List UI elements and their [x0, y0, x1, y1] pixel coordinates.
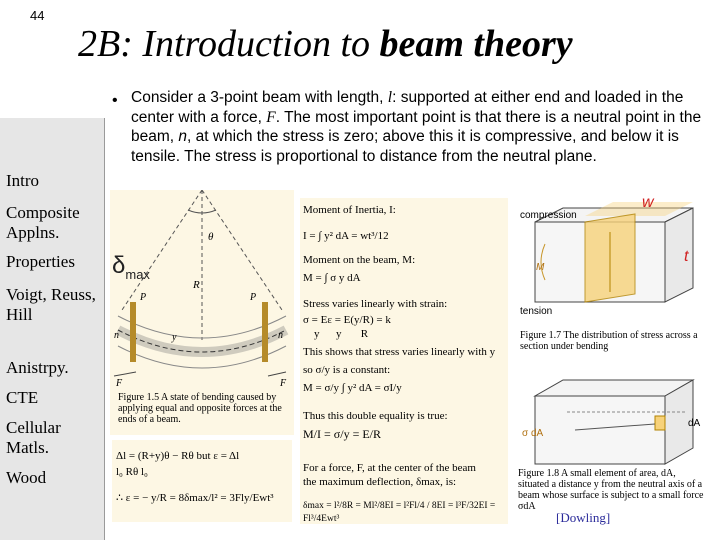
svg-text:P: P	[250, 292, 257, 303]
nav-voigt-reuss-hill[interactable]: Voigt, Reuss, Hill	[6, 285, 96, 324]
area-element-diagram	[515, 372, 715, 472]
slide-number: 44	[30, 8, 45, 23]
nav-cte[interactable]: CTE	[6, 388, 39, 407]
max-deflection-eq: δmax = l²/8R = Ml²/8EI = l²Fl/4 / 8EI = l³F/32EI = Fl³/4Ewt³	[303, 501, 496, 524]
moment-stress-eq: M = σ/y ∫ y² dA = σI/y	[303, 382, 402, 394]
theta-label: θ	[208, 231, 214, 243]
nav-intro[interactable]: Intro	[6, 171, 40, 190]
title-prefix: 2B: Introduction to	[78, 23, 380, 65]
nav-composite-applns[interactable]: Composite Applns.	[6, 203, 80, 242]
source-credit: [Dowling]	[556, 510, 611, 525]
stress-strain-eq: σ = Eε = E(y/R) = k	[303, 314, 391, 326]
figure-1-7-caption: Figure 1.7 The distribution of stress across a section under bending	[520, 330, 698, 352]
figure-1-5-caption: Figure 1.5 A state of bending caused by applying equal and opposite forces at the ends of a beam.	[118, 392, 282, 425]
moment-eq: M = ∫ σ y dA	[303, 272, 361, 284]
svg-text:F: F	[280, 378, 287, 389]
strain-eq-line3: ∴ ε = − y/R = 8δmax/l² = 3Fly/Ewt³	[116, 492, 274, 504]
moment-of-inertia-label: Moment of Inertia, I:	[303, 204, 396, 216]
slide-title	[78, 22, 573, 66]
force-text: For a force, F, at the center of the beam	[303, 462, 476, 474]
compression-label: compression	[520, 210, 577, 221]
stress-strain-text: Stress varies linearly with strain:	[303, 298, 448, 310]
svg-text:y: y	[172, 332, 177, 343]
moment-m-label: M	[536, 262, 545, 273]
double-equality-eq: M/I = σ/y = E/R	[303, 427, 382, 441]
constant-text: so σ/y is a constant:	[303, 364, 391, 376]
width-w-label: w	[642, 194, 654, 211]
figure-1-8-caption: Figure 1.8 A small element of area, dA, situated a distance y from the neutral axis of a beam whose surface is subject to a small force σdA	[518, 468, 704, 512]
nav-properties[interactable]: Properties	[6, 252, 75, 271]
bullet-marker: •	[112, 92, 118, 109]
tension-label: tension	[520, 306, 553, 317]
stress-strain-eq-denominators: y y R	[303, 328, 369, 340]
nav-anistrpy[interactable]: Anistrpy.	[6, 358, 69, 377]
svg-text:F: F	[116, 378, 123, 389]
bullet-text: Consider a 3-point beam with length, l: supported at either end and loaded in the center with a force, F. The most important point is that there is a neutral point in the beam, n, at which the stress is zero; above this it is compressive, and below it is tensile. The stress is proportional to distance from the neutral plane.	[131, 89, 702, 165]
strain-eq-line1: Δl = (R+y)θ − Rθ but ε = Δl	[116, 450, 240, 462]
title-emphasis: beam theory	[379, 23, 573, 65]
radius-label: R	[193, 279, 200, 291]
moment-of-inertia-eq: I = ∫ y² dA = wt³/12	[303, 230, 389, 242]
nav-wood[interactable]: Wood	[6, 468, 47, 487]
sigma-da-label: σ dA	[522, 428, 544, 439]
deflection-text: the maximum deflection, δmax, is:	[303, 476, 457, 488]
linear-stress-text: This shows that stress varies linearly with y	[303, 346, 496, 358]
delta-max-label: $\delta_{max}$	[112, 252, 150, 282]
moment-label: Moment on the beam, M:	[303, 254, 416, 266]
svg-text:n: n	[114, 330, 119, 341]
double-equality-text: Thus this double equality is true:	[303, 410, 448, 422]
da-label: dA	[688, 418, 701, 429]
strain-eq-line2: l₀ Rθ l₀	[116, 466, 148, 478]
nav-cellular-matls[interactable]: Cellular Matls.	[6, 418, 61, 457]
svg-text:P: P	[140, 292, 147, 303]
svg-text:n: n	[278, 330, 283, 341]
thickness-t-label: t	[684, 248, 689, 265]
